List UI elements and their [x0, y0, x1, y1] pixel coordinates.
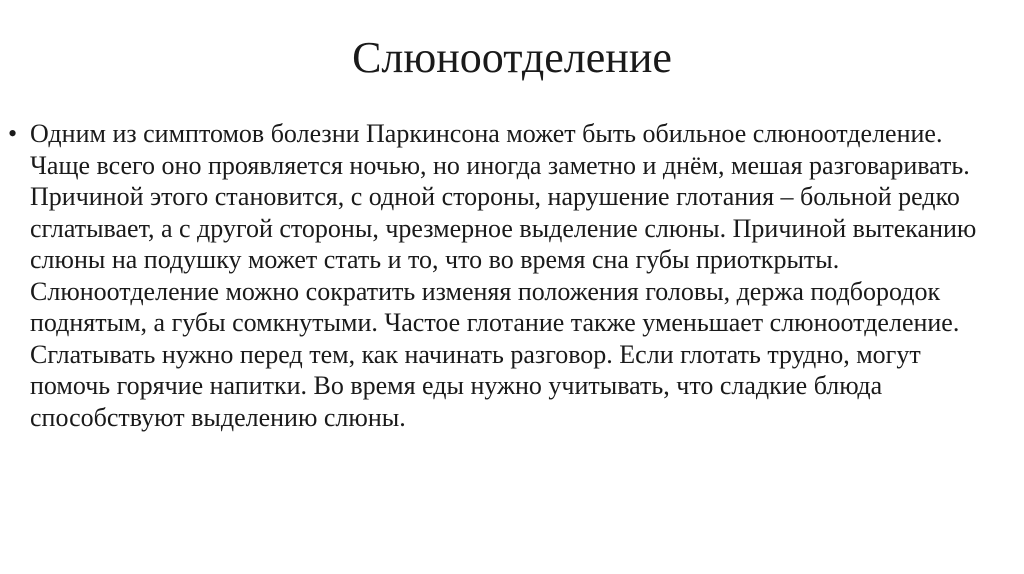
slide-body — [8, 118, 1008, 433]
bullet-text: Одним из симптомов болезни Паркинсона может быть обильное слюноотделение. Чаще всего оно проявляется ночью, но иногда заметно и днём, мешая разговаривать. Причиной этого становится, с одной стороны, нарушение глотания – больной редко сглатывает, а с другой стороны, чрезмерное выделение слюны. Причиной вытеканию слюны на подушку может стать и то, что во время сна губы приоткрыты. Слюноотделение можно сократить изменяя положения головы, держа подбородок поднятым, а губы сомкнутыми. Частое глотание также уменьшает слюноотделение. Сглатывать нужно перед тем, как начинать разговор. Если глотать трудно, могут помочь горячие напитки. Во время еды нужно учитывать, что сладкие блюда способствуют выделению слюны. — [30, 119, 977, 432]
bullet-item — [8, 118, 1008, 433]
slide-title: Слюноотделение — [352, 33, 672, 82]
bullet-icon: • — [8, 119, 18, 148]
